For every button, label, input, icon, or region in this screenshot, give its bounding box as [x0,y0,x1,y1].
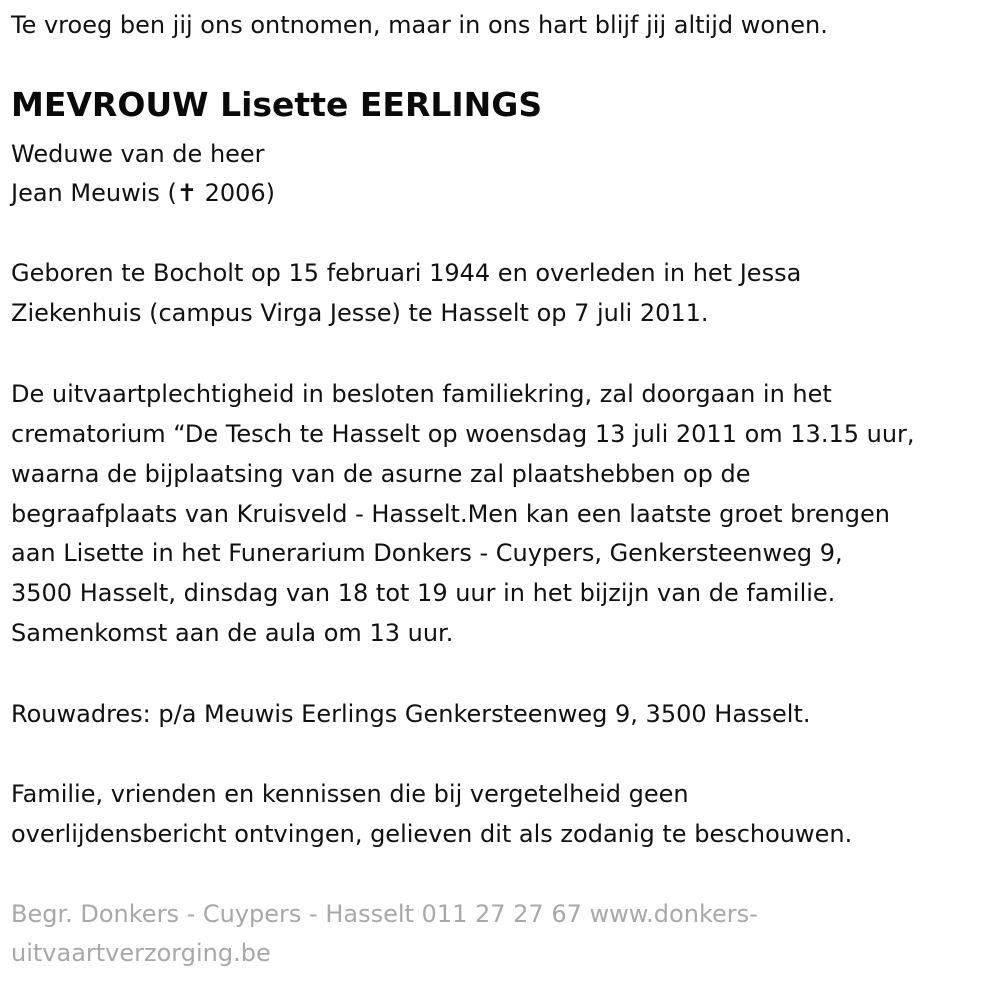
birth-death-line-1: Geboren te Bocholt op 15 februari 1944 en overleden in het Jessa [11,259,802,287]
ceremony-line-4: begraafplaats van Kruisveld - Hasselt.Men kan een laatste groet brengen [11,500,890,528]
deceased-name: MEVROUW Lisette EERLINGS [11,85,543,124]
ceremony-line-5: aan Lisette in het Funerarium Donkers - Cuypers, Genkersteenweg 9, [11,539,843,567]
ceremony-line-3: waarna de bijplaatsing van de asurne zal plaatshebben op de [11,460,751,488]
mourning-address: Rouwadres: p/a Meuwis Eerlings Genkersteenweg 9, 3500 Hasselt. [11,700,811,728]
ceremony-line-7: Samenkomst aan de aula om 13 uur. [11,619,454,647]
ceremony-line-2: crematorium “De Tesch te Hasselt op woensdag 13 juli 2011 om 13.15 uur, [11,420,915,448]
relation-line-1: Weduwe van de heer [11,140,265,168]
motto: Te vroeg ben jij ons ontnomen, maar in ons hart blijf jij altijd wonen. [11,11,828,39]
footer-line-2: uitvaartverzorging.be [11,939,271,967]
ceremony-line-1: De uitvaartplechtigheid in besloten familiekring, zal doorgaan in het [11,380,832,408]
relation-line-2: Jean Meuwis (✝ 2006) [11,179,276,207]
ceremony-line-6: 3500 Hasselt, dinsdag van 18 tot 19 uur in het bijzijn van de familie. [11,579,836,607]
footer-line-1: Begr. Donkers - Cuypers - Hasselt 011 27 27 67 www.donkers- [11,900,758,928]
notice-line-2: overlijdensbericht ontvingen, gelieven dit als zodanig te beschouwen. [11,820,853,848]
notice-line-1: Familie, vrienden en kennissen die bij vergetelheid geen [11,780,689,808]
birth-death-line-2: Ziekenhuis (campus Virga Jesse) te Hasselt op 7 juli 2011. [11,299,709,327]
